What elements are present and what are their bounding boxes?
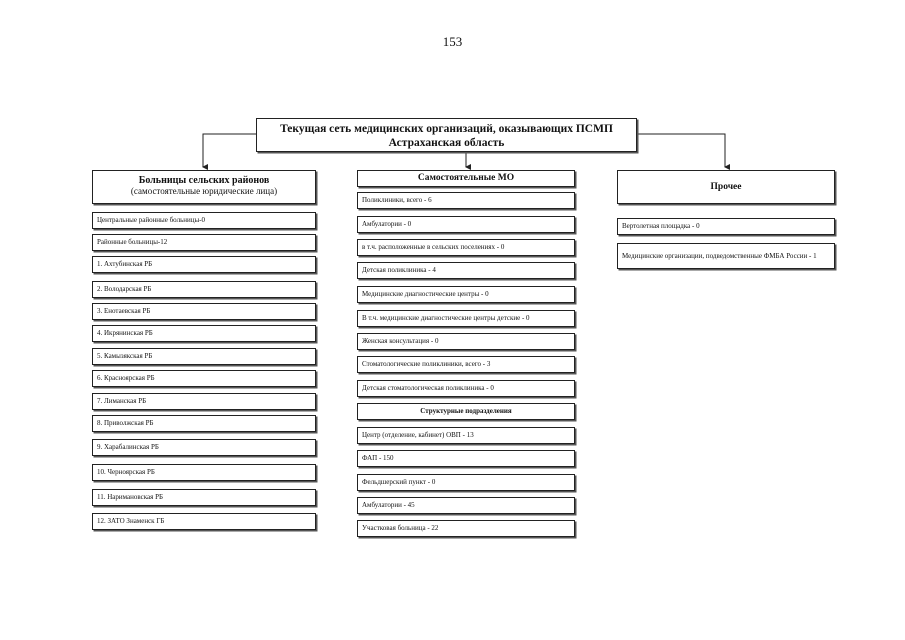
list-item: Амбулатории - 45 [357,497,575,514]
list-item: Центральные районные больницы-0 [92,212,316,229]
root-title-line1: Текущая сеть медицинских организаций, оказывающих ПСМП [280,123,613,135]
list-item: 12. ЗАТО Знаменск ГБ [92,513,316,530]
list-item: ФАП - 150 [357,450,575,467]
list-item: 1. Ахтубинская РБ [92,256,316,273]
list-item: Медицинские организации, подведомственные ФМБА России - 1 [617,243,835,269]
list-item: Детская поликлиника - 4 [357,262,575,279]
list-item: Фельдшерский пункт - 0 [357,474,575,491]
list-item: 4. Икрянинская РБ [92,325,316,342]
list-item: 7. Лиманская РБ [92,393,316,410]
list-item: Амбулатории - 0 [357,216,575,233]
page-number: 153 [442,34,463,49]
list-item: Женская консультация - 0 [357,333,575,350]
connector-left [203,134,256,167]
list-item: 8. Приволжская РБ [92,415,316,432]
list-item: в т.ч. расположенные в сельских поселениях - 0 [357,239,575,256]
list-item: 6. Красноярская РБ [92,370,316,387]
left-column-header [92,170,316,204]
list-item: Участковая больница - 22 [357,520,575,537]
right-column-header: Прочее [617,170,835,204]
list-item: В т.ч. медицинские диагностические центры детские - 0 [357,310,575,327]
list-item: Центр (отделение, кабинет) ОВП - 13 [357,427,575,444]
middle-column-header: Самостоятельные МО [357,170,575,187]
list-item: 2. Володарская РБ [92,281,316,298]
left-column-subtitle: (самостоятельные юридические лица) [130,186,278,196]
list-item: Поликлиники, всего - 6 [357,192,575,209]
list-item: Медицинские диагностические центры - 0 [357,286,575,303]
list-item: Вертолетная площадка - 0 [617,218,835,235]
list-item: 10. Черноярская РБ [92,464,316,481]
list-item: Районные больницы-12 [92,234,316,251]
list-item: 3. Енотаевская РБ [92,303,316,320]
section-subheader: Структурные подразделения [357,403,575,420]
list-item: Детская стоматологическая поликлиника - 0 [357,380,575,397]
connector-right [637,134,725,167]
list-item: 5. Камызякская РБ [92,348,316,365]
left-column-title: Больницы сельских районов [138,175,270,186]
list-item: 9. Харабалинская РБ [92,439,316,456]
root-title-line2: Астраханская область [388,137,505,149]
list-item: Стоматологические поликлиники, всего - 3 [357,356,575,373]
root-title-box [256,118,637,152]
list-item: 11. Наримановская РБ [92,489,316,506]
